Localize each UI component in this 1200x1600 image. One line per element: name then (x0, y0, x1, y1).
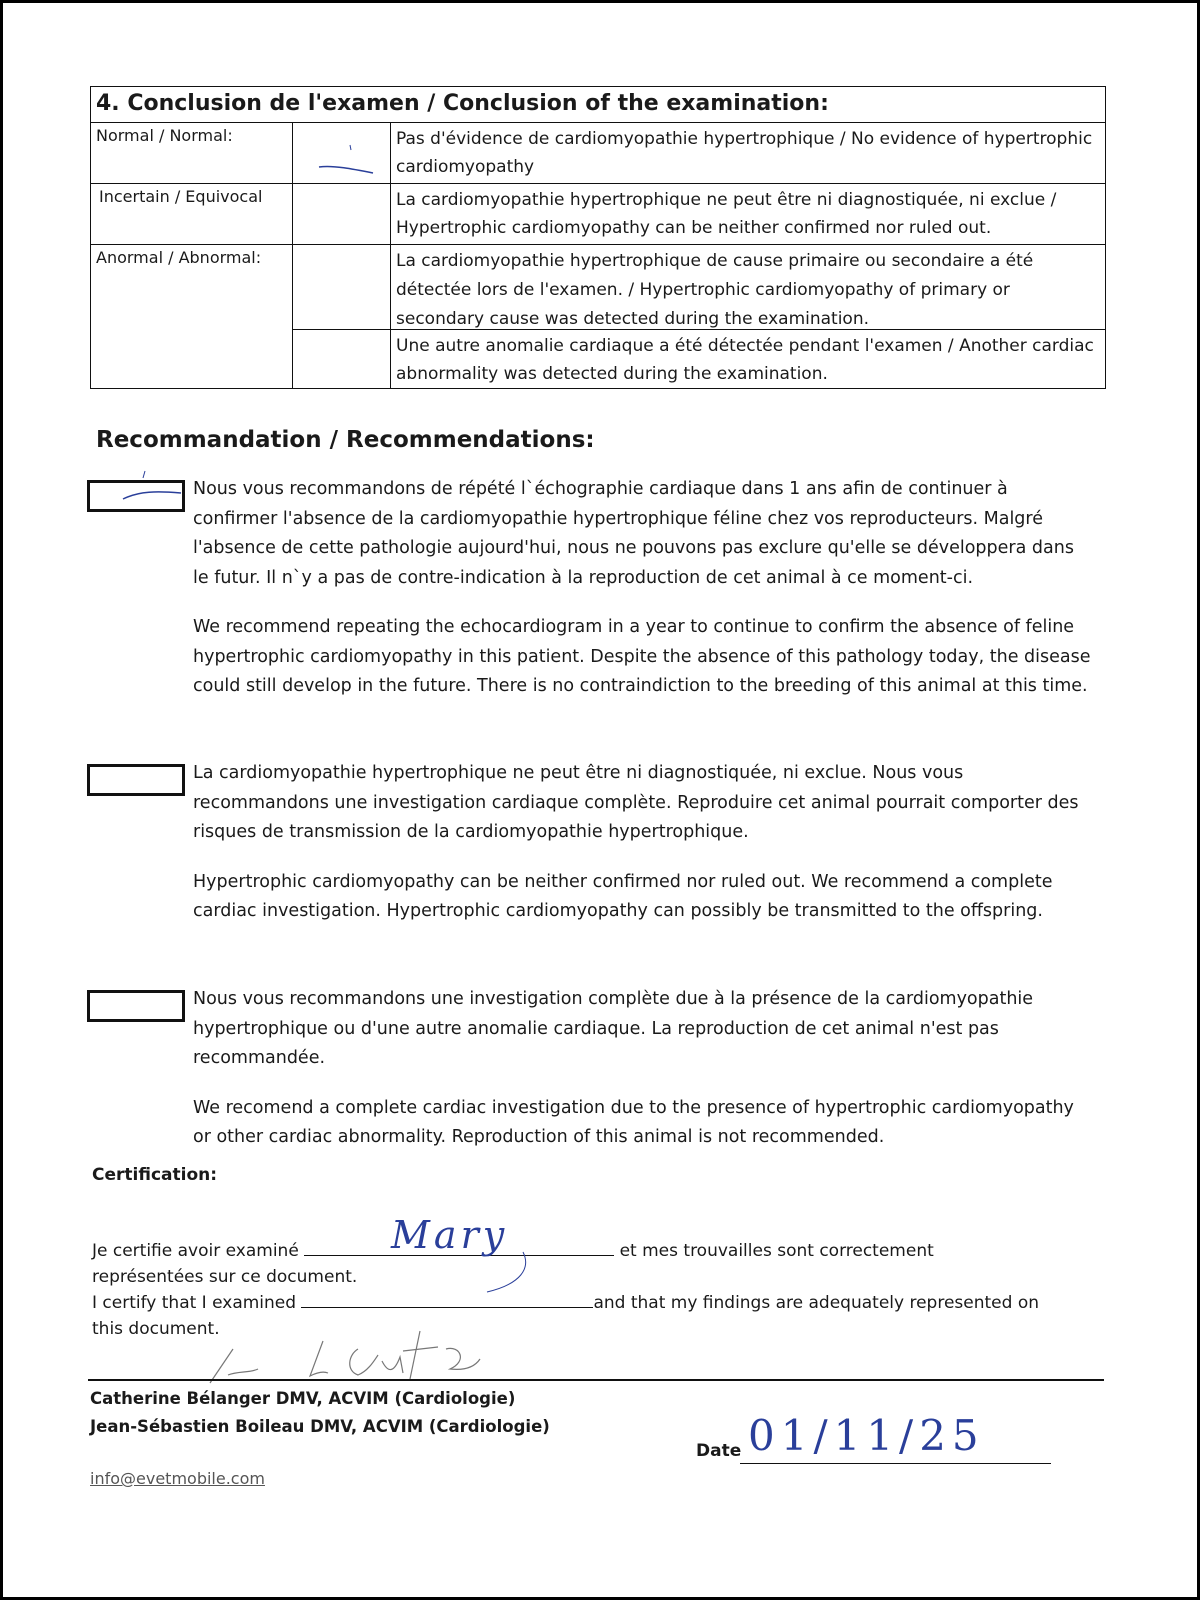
date-label: Date (696, 1441, 742, 1461)
date-field[interactable] (740, 1463, 1051, 1464)
cert-fr-before: Je certifie avoir examiné (92, 1241, 299, 1261)
row-label: Anormal / Abnormal: (91, 245, 293, 388)
check-mark-icon (87, 469, 185, 501)
handwriting-stroke-icon (473, 1248, 553, 1308)
recommendation-2-checkbox[interactable] (87, 764, 185, 796)
conclusion-row-normal (91, 123, 1105, 184)
recommendation-3-en: We recomend a complete cardiac investigation due to the presence of hypertrophic cardiomyopathy or other cardiac abnormality. Reproduction of this animal is not recommended. (193, 1097, 1074, 1147)
row-label: Normal / Normal: (91, 123, 293, 183)
recommendation-1-fr: Nous vous recommandons de répété l`échographie cardiaque dans 1 ans afin de continuer à confirmer l'absence de la cardiomyopathie hypertrophique féline chez vos reproducteurs. Malgré l'absence de cette pathologie aujourd'hui, nous ne pouvons pas exclure qu'elle se développera dans le futur. Il n`y a pas de contre-indication à la reproduction de cet animal à ce moment-ci. (193, 479, 1074, 588)
check-mark-icon (293, 123, 391, 181)
cert-en-after: and that my findings are adequately represented on (593, 1293, 1039, 1313)
check-cell-abnormal-hcm[interactable] (293, 245, 391, 329)
conclusion-row-abnormal (91, 245, 1105, 388)
check-cell-normal[interactable] (293, 123, 391, 183)
vet-name-1: Catherine Bélanger DMV, ACVIM (Cardiologie) (90, 1389, 516, 1408)
recommendations-title: Recommandation / Recommendations: (96, 427, 595, 453)
handwritten-animal-name: Mary (391, 1213, 509, 1257)
row-text: Pas d'évidence de cardiomyopathie hypertrophique / No evidence of hypertrophic cardiomyopathy (396, 129, 1093, 177)
cert-fr-after: et mes trouvailles sont correctement (619, 1241, 934, 1261)
row-label: Incertain / Equivocal (91, 184, 293, 244)
conclusion-row-equivocal (91, 184, 1105, 245)
recommendation-2-en: Hypertrophic cardiomyopathy can be neither confirmed nor ruled out. We recommend a complete cardiac investigation. Hypertrophic cardiomyopathy can possibly be transmitted to the offspring. (193, 871, 1053, 921)
certification-title: Certification: (92, 1165, 218, 1185)
recommendation-2-fr: La cardiomyopathie hypertrophique ne peut être ni diagnostiquée, ni exclue. Nous vous recommandons une investigation cardiaque complète. Reproduire cet animal pourrait comporter des risques de transmission de la cardiomyopathie hypertrophique. (193, 763, 1079, 842)
row-text: Une autre anomalie cardiaque a été détectée pendant l'examen / Another cardiac abnormality was detected during the examination. (396, 336, 1094, 384)
check-cell-equivocal[interactable] (293, 184, 391, 244)
row-text: La cardiomyopathie hypertrophique de cause primaire ou secondaire a été détectée lors de l'examen. / Hypertrophic cardiomyopathy of primary or secondary cause was detected during the examination. (396, 251, 1034, 329)
conclusion-table (90, 86, 1106, 389)
recommendation-3-fr: Nous vous recommandons une investigation complète due à la présence de la cardiomyopathie hypertrophique ou d'une autre anomalie cardiaque. La reproduction de cet animal n'est pas recommandée. (193, 989, 1034, 1068)
conclusion-title: 4. Conclusion de l'examen / Conclusion of the examination: (91, 87, 1105, 123)
vet-name-2: Jean-Sébastien Boileau DMV, ACVIM (Cardiologie) (90, 1417, 550, 1436)
row-text: La cardiomyopathie hypertrophique ne peut être ni diagnostiquée, ni exclue / Hypertrophic cardiomyopathy can be neither confirmed nor ruled out. (396, 190, 1057, 238)
email-link[interactable]: info@evetmobile.com (90, 1469, 265, 1488)
cert-fr-line2: représentées sur ce document. (92, 1267, 358, 1287)
handwritten-date: 01/11/25 (748, 1411, 985, 1460)
recommendation-1-en: We recommend repeating the echocardiogram in a year to continue to confirm the absence of feline hypertrophic cardiomyopathy in this patient. Despite the absence of this pathology today, the disease could still develop in the future. There is no contraindiction to the breeding of this animal at this time. (193, 617, 1091, 696)
check-cell-abnormal-other[interactable] (293, 330, 391, 388)
cert-en-before: I certify that I examined (92, 1293, 297, 1313)
cert-en-line2: this document. (92, 1319, 220, 1339)
recommendation-1-checkbox[interactable] (87, 480, 185, 512)
signature-line (88, 1379, 1104, 1381)
recommendation-3-checkbox[interactable] (87, 990, 185, 1022)
